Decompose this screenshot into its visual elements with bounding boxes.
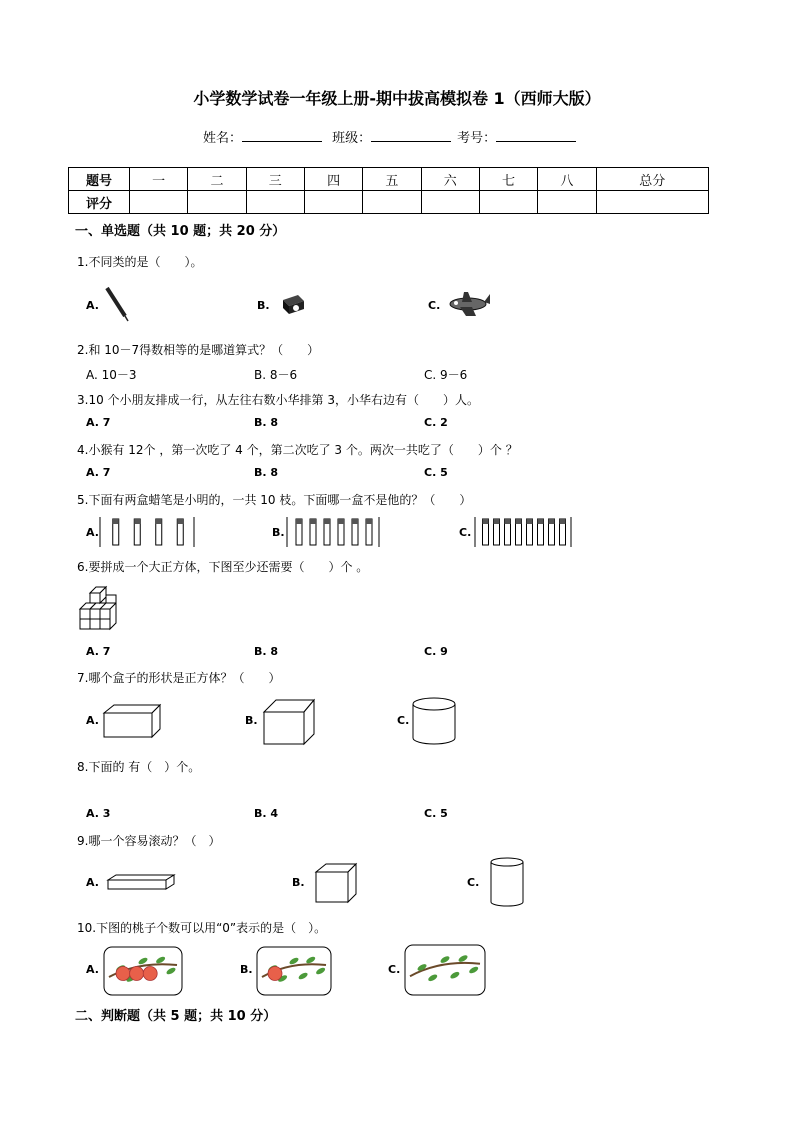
option-a[interactable]: A. 7 (86, 466, 111, 479)
option-b[interactable]: B. 8－6 (254, 368, 298, 382)
option-a[interactable]: A. (86, 714, 99, 727)
option-c[interactable]: C. 2 (424, 416, 448, 429)
page-title: 小学数学试卷一年级上册-期中拔高模拟卷 1（西师大版） (193, 89, 601, 108)
peach (268, 967, 282, 981)
option-b[interactable]: B. 8 (254, 466, 279, 479)
option-a[interactable]: A. (86, 876, 99, 889)
section-heading-1: 一、单选题（共 10 题；共 20 分） (75, 224, 286, 239)
table-cell: 二 (188, 168, 246, 191)
peach-branch-icon (103, 946, 183, 996)
table-cell: 一 (130, 168, 188, 191)
score-table (68, 167, 709, 214)
option-b[interactable]: B. (257, 299, 270, 312)
score-cell[interactable] (246, 191, 304, 214)
crayon-tip (113, 519, 119, 524)
option-c[interactable]: C. (388, 963, 401, 976)
option-a[interactable]: A. 3 (86, 807, 111, 820)
question-4: 4.小猴有 12个 ，第一次吃了 4 个，第二次吃了 3 个。两次一共吃了（ ）个 ？ (77, 443, 518, 457)
crayon-tip (296, 519, 302, 524)
option-a[interactable]: A. (86, 963, 99, 976)
table-cell: 八 (538, 168, 596, 191)
option-c[interactable]: C. 5 (424, 466, 448, 479)
crayon-tip (483, 519, 489, 524)
crayon-tip (366, 519, 372, 524)
class-field[interactable] (371, 129, 451, 142)
option-b[interactable]: B. (245, 714, 258, 727)
crayon-tip (505, 519, 511, 524)
airplane-icon (446, 290, 492, 318)
score-cell[interactable] (188, 191, 246, 214)
option-b[interactable]: B. (240, 963, 253, 976)
cube-stack-icon (78, 585, 124, 631)
crayon-tip (310, 519, 316, 524)
cylinder-icon (410, 696, 458, 746)
question-3: 3.10 个小朋友排成一行，从左往右数小华排第 3，小华右边有（ ）人。 (77, 393, 479, 407)
score-cell[interactable] (130, 191, 188, 214)
crayon-tip (527, 519, 533, 524)
score-cell[interactable] (304, 191, 362, 214)
score-cell[interactable] (363, 191, 421, 214)
question-6: 6.要拼成一个大正方体，下图至少还需要（ ）个 。 (77, 560, 369, 574)
crayon-tip (494, 519, 500, 524)
score-table-header-row (69, 168, 709, 191)
crayon-tip (156, 519, 162, 524)
score-cell[interactable] (538, 191, 596, 214)
question-7: 7.哪个盒子的形状是正方体？（ ） (77, 671, 281, 685)
peach (143, 967, 157, 981)
crayon-tip (338, 519, 344, 524)
option-c[interactable]: C. 9－6 (424, 368, 468, 382)
peach (116, 967, 130, 981)
crayon-tip (538, 519, 544, 524)
option-c[interactable]: C. 9 (424, 645, 448, 658)
crayon-box-icon (285, 515, 381, 549)
peach-branch-icon (404, 944, 486, 996)
crayon-tip (560, 519, 566, 524)
table-cell: 七 (479, 168, 537, 191)
option-c[interactable]: C. 5 (424, 807, 448, 820)
score-cell[interactable] (479, 191, 537, 214)
question-5: 5.下面有两盒蜡笔是小明的，一共 10 枝。下面哪一盒不是他的？（ ） (77, 493, 472, 507)
cube-icon (262, 698, 318, 746)
crayon-box-icon (98, 515, 196, 549)
peach (130, 967, 144, 981)
crayon-box-icon (473, 515, 573, 549)
flat-cuboid-icon (106, 873, 176, 891)
table-cell: 四 (304, 168, 362, 191)
cube-icon (314, 862, 360, 904)
option-b[interactable]: B. (272, 526, 285, 539)
crayon-tip (549, 519, 555, 524)
crayon-tip (352, 519, 358, 524)
crayon-tip (134, 519, 140, 524)
option-c[interactable]: C. (397, 714, 410, 727)
score-cell[interactable] (596, 191, 709, 214)
crayon-tip (324, 519, 330, 524)
option-a[interactable]: A. 10－3 (86, 368, 137, 382)
option-c[interactable]: C. (459, 526, 472, 539)
score-table-score-row (69, 191, 709, 214)
table-cell: 五 (363, 168, 421, 191)
option-c[interactable]: C. (428, 299, 441, 312)
name-field[interactable] (242, 129, 322, 142)
table-cell: 评分 (69, 191, 130, 214)
option-a[interactable]: A. 7 (86, 645, 111, 658)
option-b[interactable]: B. 8 (254, 416, 279, 429)
question-2: 2.和 10－7得数相等的是哪道算式？（ ） (77, 343, 320, 357)
crayon-tip (177, 519, 183, 524)
option-a[interactable]: A. (86, 526, 99, 539)
question-1: 1.不同类的是（ ）。 (77, 255, 203, 269)
id-field[interactable] (496, 129, 576, 142)
question-10: 10.下图的桃子个数可以用“0”表示的是（ ）。 (77, 921, 327, 935)
sharpener-icon (280, 292, 306, 316)
question-8: 8.下面的 有（ ）个。 (77, 760, 201, 774)
pencil-icon (104, 286, 130, 322)
peach-branch-icon (256, 946, 332, 996)
table-cell: 题号 (69, 168, 130, 191)
question-9: 9.哪一个容易滚动？（ ） (77, 834, 221, 848)
table-cell: 总分 (596, 168, 709, 191)
id-label: 考号： (457, 131, 497, 146)
option-a[interactable]: A. 7 (86, 416, 111, 429)
option-b[interactable]: B. (292, 876, 305, 889)
option-b[interactable]: B. 4 (254, 807, 279, 820)
score-cell[interactable] (421, 191, 479, 214)
table-cell: 六 (421, 168, 479, 191)
option-b[interactable]: B. 8 (254, 645, 279, 658)
cuboid-icon (102, 703, 164, 739)
option-c[interactable]: C. (467, 876, 480, 889)
name-label: 姓名： (203, 131, 243, 146)
cylinder-icon (488, 856, 526, 908)
section-heading-2: 二、判断题（共 5 题；共 10 分） (75, 1009, 277, 1024)
crayon-tip (516, 519, 522, 524)
table-cell: 三 (246, 168, 304, 191)
option-a[interactable]: A. (86, 299, 99, 312)
student-info (203, 127, 582, 146)
class-label: 班级： (332, 131, 372, 146)
